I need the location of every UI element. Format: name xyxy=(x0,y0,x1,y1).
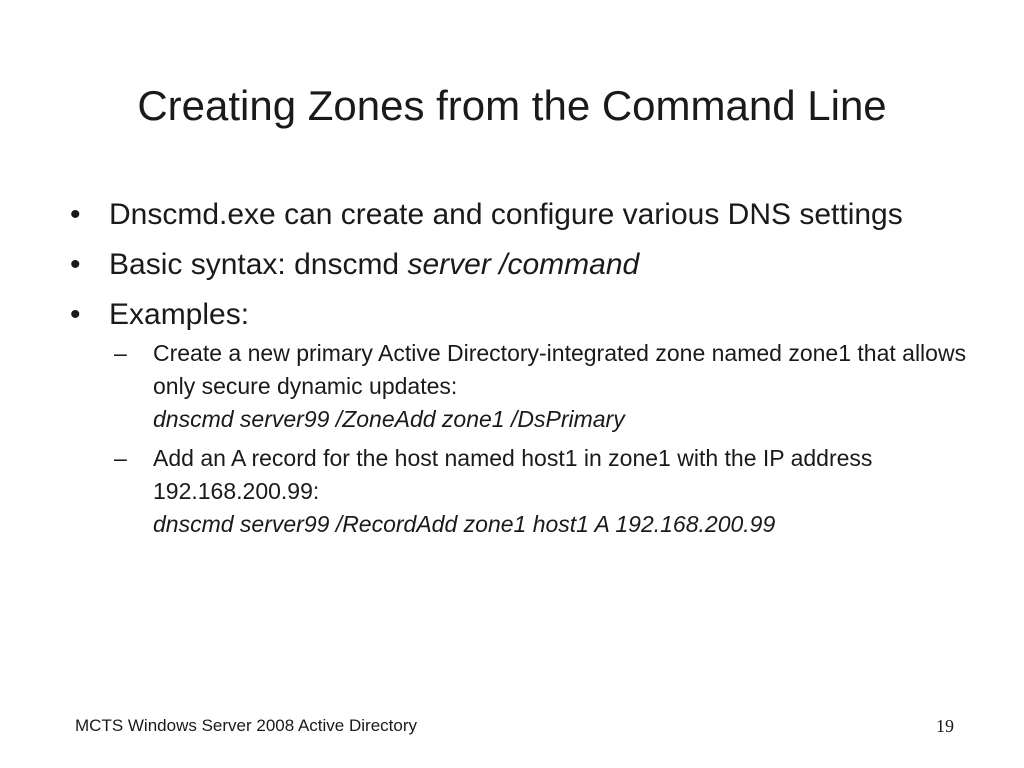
bullet-text: Basic syntax: dnscmd xyxy=(109,248,408,281)
bullet-icon: • xyxy=(70,198,81,231)
dash-icon: – xyxy=(114,340,127,366)
slide-title: Creating Zones from the Command Line xyxy=(137,82,887,129)
sub-bullet-text: Create a new primary Active Directory-integrated zone named zone1 that allows only secure dynamic updates: xyxy=(153,340,967,399)
sub-bullet-text: Add an A record for the host named host1 in zone1 with the IP address 192.168.200.99: xyxy=(153,445,873,504)
slide-body xyxy=(68,194,968,547)
bullet-icon: • xyxy=(70,298,81,331)
bullet-item xyxy=(68,294,968,335)
sub-bullet-item xyxy=(114,337,968,436)
bullet-item xyxy=(68,244,968,285)
dash-icon: – xyxy=(114,445,127,471)
bullet-text: Dnscmd.exe can create and configure various DNS settings xyxy=(109,198,903,231)
bullet-text: Examples: xyxy=(109,298,250,331)
syntax-italic: server /command xyxy=(407,248,640,281)
command-text: dnscmd server99 /RecordAdd zone1 host1 A 192.168.200.99 xyxy=(153,511,776,537)
bullet-item xyxy=(68,194,968,235)
command-text: dnscmd server99 /ZoneAdd zone1 /DsPrimary xyxy=(153,406,625,432)
page-number: 19 xyxy=(936,716,954,736)
sub-bullet-item xyxy=(114,442,968,541)
footer-course: MCTS Windows Server 2008 Active Directory xyxy=(75,716,417,735)
bullet-icon: • xyxy=(70,248,81,281)
